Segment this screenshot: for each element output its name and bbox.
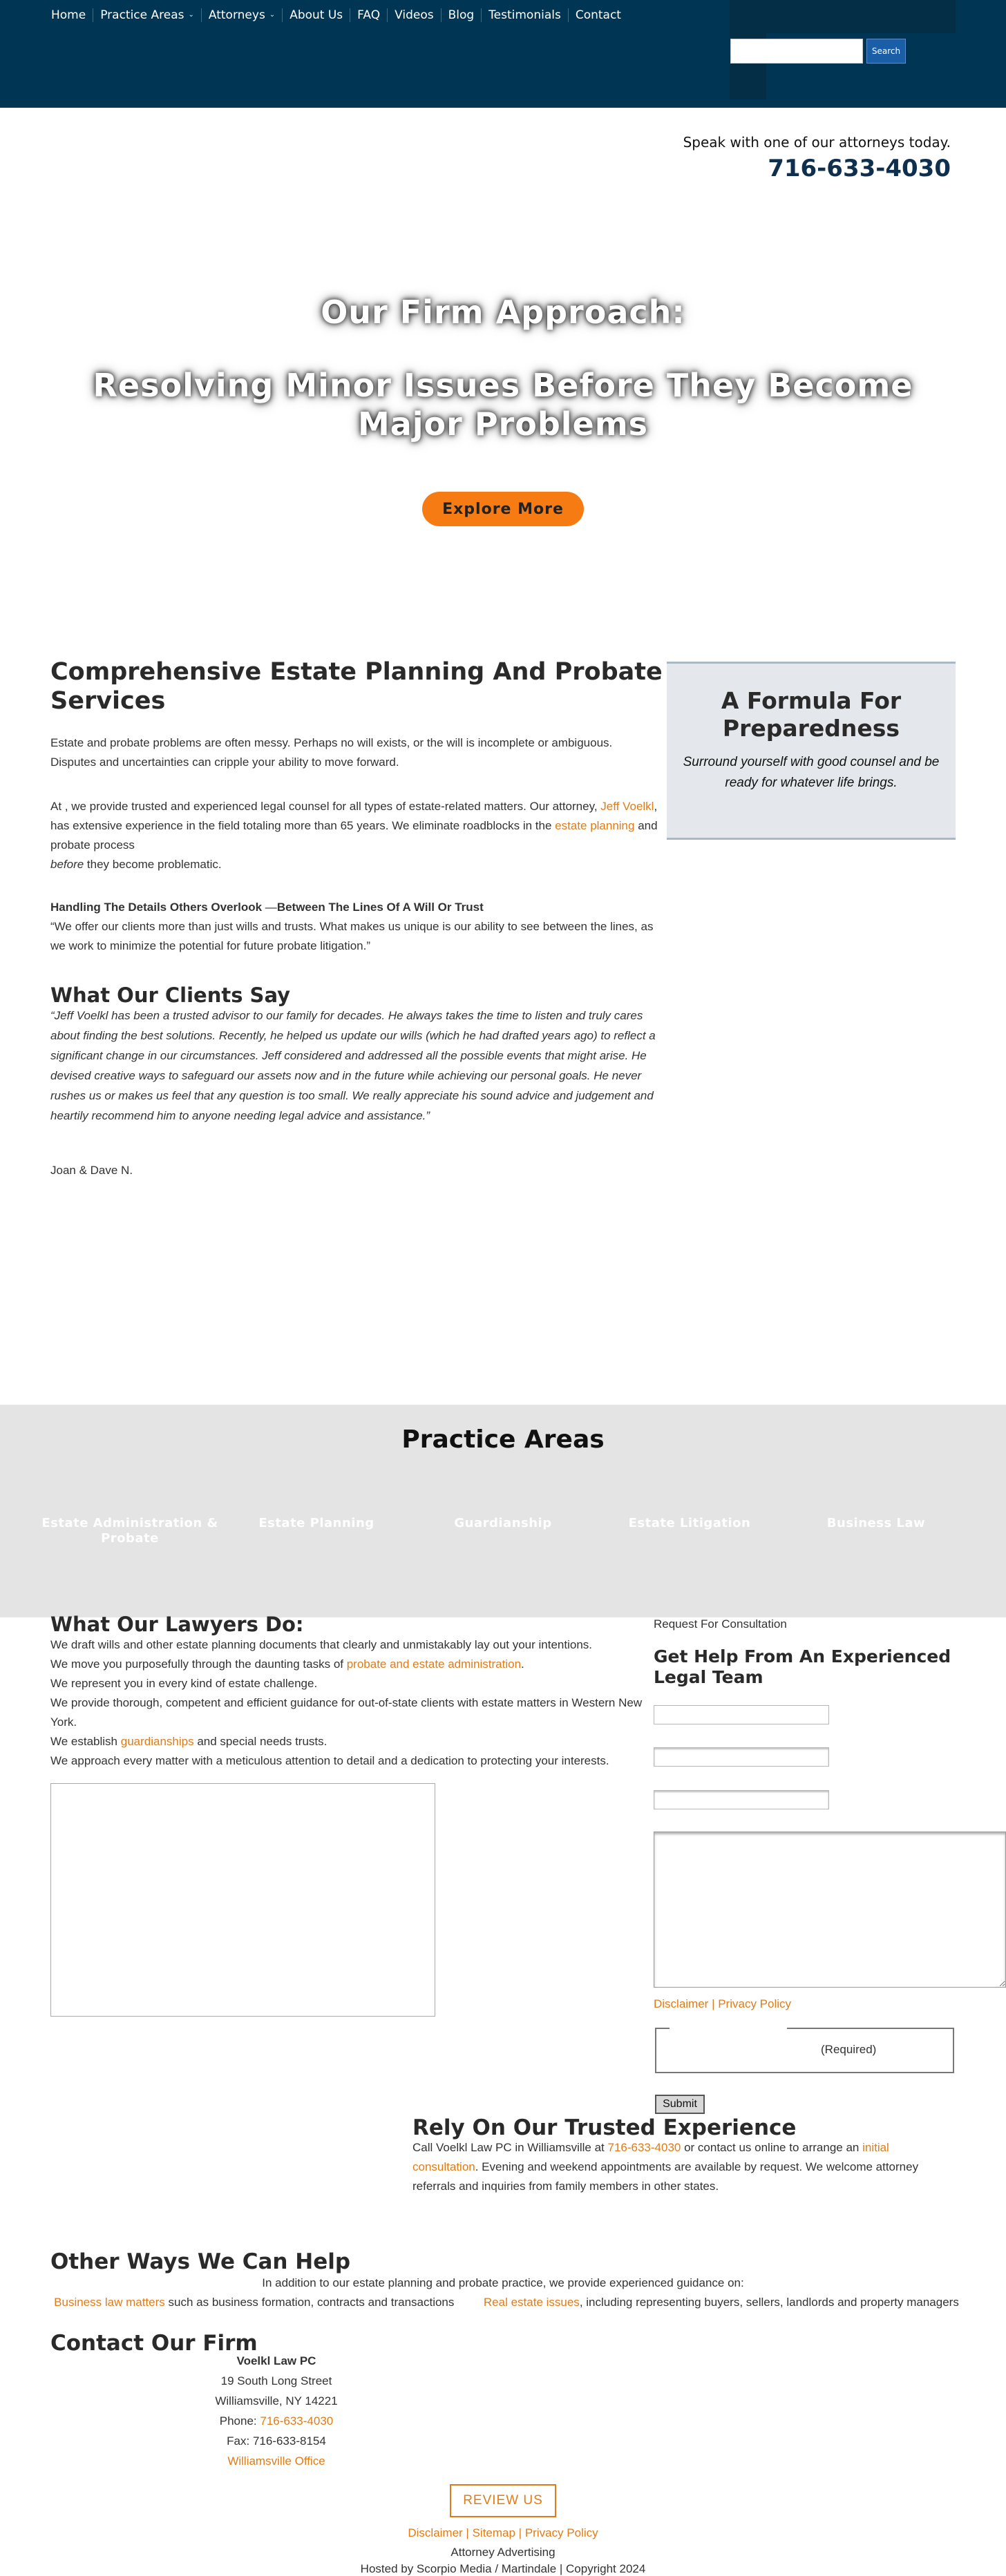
phone-line xyxy=(138,2411,415,2431)
practice-area-estate-planning[interactable]: Estate Planning xyxy=(258,1516,374,1530)
message-field[interactable] xyxy=(654,1832,1006,1988)
details-heading-2: Between The Lines Of A Will Or Trust xyxy=(276,901,484,914)
office-link[interactable]: Williamsville Office xyxy=(227,2454,325,2468)
text: — xyxy=(262,901,277,914)
nav-item-label: Blog xyxy=(448,8,475,22)
search-input[interactable] xyxy=(730,39,863,64)
text: We establish xyxy=(50,1735,121,1748)
business-law-link[interactable]: Business law matters xyxy=(54,2296,165,2309)
text: We move you purposefully through the daunting tasks of xyxy=(50,1657,347,1671)
estate-planning-link[interactable]: estate planning xyxy=(555,819,635,832)
guardianships-link[interactable]: guardianships xyxy=(120,1735,194,1748)
text: At , we provide trusted and experienced legal counsel for all types of estate-related matters. Our attorney, xyxy=(50,800,601,813)
footer-sitemap-link[interactable]: Sitemap xyxy=(472,2526,515,2539)
testimonial-author: Joan & Dave N. xyxy=(50,1164,133,1177)
text: such as business formation, contracts and transactions xyxy=(164,2296,455,2309)
fax-line: Fax: 716-633-8154 xyxy=(227,2434,326,2448)
header-phone-link[interactable]: 716-633-4030 xyxy=(768,155,951,182)
firm-name: Voelkl Law PC xyxy=(236,2354,316,2367)
nav-item-videos[interactable] xyxy=(388,8,442,22)
search-panel xyxy=(730,0,956,33)
jeff-voelkl-link[interactable]: Jeff Voelkl xyxy=(600,800,654,813)
testimonial-quote: “Jeff Voelkl has been a trusted advisor to our family for decades. He always takes the time to listen and truly cares about finding the best solutions. Recently, he helped us update our wills (which he had drafted years ago) to reflect a significant change in our circumstances. Jeff considered and addressed all the possible events that might arise. He devised creative ways to safeguard our assets now and in the future while achieving our personal goals. He never rushes us or makes us feel that any question is too small. We really appreciate his sound advice and judgement and heartily recommend him to anyone needing legal advice and assistance.” xyxy=(50,1009,656,1122)
nav-item-label: FAQ xyxy=(357,8,381,22)
text: or contact us online to arrange an xyxy=(681,2141,863,2154)
nav-item-attorneys[interactable] xyxy=(202,8,283,22)
practice-areas-title: Practice Areas xyxy=(401,1425,605,1454)
nav-item-home[interactable] xyxy=(44,8,93,22)
intro-paragraph: Estate and probate problems are often messy. Perhaps no will exists, or the will is incomplete or ambiguous. Disputes and uncertainties can cripple your ability to move forward. xyxy=(50,736,613,769)
rely-phone-link[interactable]: 716-633-4030 xyxy=(607,2141,681,2154)
details-heading: Handling The Details Others Overlook xyxy=(50,901,263,914)
details-paragraph xyxy=(50,898,658,956)
nav-item-contact[interactable] xyxy=(569,8,628,22)
page-title: Comprehensive Estate Planning And Probate Services xyxy=(50,658,663,715)
separator: | xyxy=(708,1997,719,2010)
privacy-link[interactable]: Privacy Policy xyxy=(718,1997,792,2010)
formula-text: Surround yourself with good counsel and be ready for whatever life brings. xyxy=(683,755,940,790)
text: . Evening and weekend appointments are available by request. We welcome attorney referrals and inquiries from family members in other states. xyxy=(412,2160,919,2193)
video-embed[interactable] xyxy=(50,1783,435,2017)
other-ways-list xyxy=(50,2293,962,2312)
rely-text xyxy=(412,2138,958,2196)
practice-area-estate-administration[interactable]: Estate Administration & Probate xyxy=(41,1516,218,1546)
separator: | xyxy=(462,2526,473,2539)
other-ways-intro: In addition to our estate planning and probate practice, we provide experienced guidance on: xyxy=(262,2276,744,2289)
separator: | xyxy=(515,2526,525,2539)
chevron-down-icon: ⌄ xyxy=(188,11,194,19)
city-address: Williamsville, NY 14221 xyxy=(215,2394,338,2407)
nav-item-label: About Us xyxy=(290,8,343,22)
lawyers-title: What Our Lawyers Do: xyxy=(50,1613,304,1636)
nav-item-label: Practice Areas xyxy=(100,8,184,22)
phone-field[interactable] xyxy=(654,1790,829,1809)
formula-box xyxy=(667,662,956,840)
list-item: We draft wills and other estate planning documents that clearly and unmistakably lay out your intentions. xyxy=(50,1638,593,1651)
rely-title: Rely On Our Trusted Experience xyxy=(412,2115,797,2140)
list-item: We represent you in every kind of estate challenge. xyxy=(50,1677,318,1690)
other-ways-title: Other Ways We Can Help xyxy=(50,2249,351,2274)
box-label-gap xyxy=(670,2028,787,2032)
email-field[interactable] xyxy=(654,1747,829,1767)
footer-links xyxy=(0,2526,1006,2540)
clients-title: What Our Clients Say xyxy=(50,983,291,1007)
practice-area-guardianship[interactable]: Guardianship xyxy=(454,1516,552,1530)
nav-item-label: Videos xyxy=(395,8,434,22)
contact-block xyxy=(138,2351,415,2471)
real-estate-link[interactable]: Real estate issues xyxy=(483,2296,580,2309)
text: they become problematic. xyxy=(84,858,222,871)
initial-consultation-link[interactable]: initial consultation xyxy=(412,2141,889,2173)
formula-title: A Formula For Preparedness xyxy=(721,687,902,742)
nav-item-practice-areas[interactable] xyxy=(93,8,202,22)
details-text: “We offer our clients more than just wills and trusts. What makes us unique is our ability to see between the lines, as we work to minimize the potential for future probate litigation.” xyxy=(50,920,654,952)
street-address: 19 South Long Street xyxy=(220,2374,332,2387)
footer-privacy-link[interactable]: Privacy Policy xyxy=(524,2526,598,2539)
list-item: We provide thorough, competent and efficient guidance for out-of-state clients with estate matters in Western New York. xyxy=(50,1696,643,1729)
search-button[interactable]: Search xyxy=(866,39,906,64)
footer-disclaimer-link[interactable]: Disclaimer xyxy=(408,2526,463,2539)
text: , including representing buyers, sellers, landlords and property managers xyxy=(579,2296,959,2309)
nav-item-label: Attorneys xyxy=(208,8,265,22)
hosted-by: Hosted by Scorpio Media / Martindale | Copyright 2024 xyxy=(360,2562,646,2575)
nav-item-about-us[interactable] xyxy=(283,8,350,22)
hero-title: Our Firm Approach: xyxy=(321,294,685,331)
disclaimer-link[interactable]: Disclaimer xyxy=(654,1997,709,2010)
list-item xyxy=(50,1732,658,1751)
speak-text: Speak with one of our attorneys today. xyxy=(683,134,951,151)
required-label: (Required) xyxy=(821,2043,877,2056)
request-consultation-label: Request For Consultation xyxy=(654,1617,787,1631)
acknowledgement-box[interactable] xyxy=(655,2028,954,2073)
nav-item-label: Testimonials xyxy=(488,8,561,22)
text: , has extensive experience in the field totaling more than 65 years. We eliminate roadblocks in the xyxy=(50,800,658,832)
nav-item-label: Contact xyxy=(575,8,621,22)
probate-link[interactable]: probate and estate administration xyxy=(346,1657,522,1671)
counsel-paragraph xyxy=(50,797,658,874)
practice-area-estate-litigation[interactable]: Estate Litigation xyxy=(628,1516,751,1530)
nav-item-faq[interactable] xyxy=(350,8,388,22)
attorney-advertising: Attorney Advertising xyxy=(450,2546,556,2559)
text: Call Voelkl Law PC in Williamsville at xyxy=(412,2141,608,2154)
nav-item-blog[interactable] xyxy=(442,8,482,22)
lawyers-list xyxy=(50,1635,658,1771)
main-nav xyxy=(44,6,628,25)
submit-button[interactable]: Submit xyxy=(655,2095,705,2114)
contact-phone-link[interactable]: 716-633-4030 xyxy=(260,2414,334,2428)
chevron-down-icon: ⌄ xyxy=(269,11,276,19)
review-us-button[interactable]: REVIEW US xyxy=(450,2484,556,2517)
speak-with-attorney xyxy=(683,134,951,182)
text: before xyxy=(50,858,84,871)
practice-area-business-law[interactable]: Business Law xyxy=(826,1516,926,1530)
text: and special needs trusts. xyxy=(193,1735,328,1748)
text: and probate process xyxy=(50,819,658,852)
form-title: Get Help From An Experienced Legal Team xyxy=(654,1646,951,1687)
hero-subtitle: Resolving Minor Issues Before They Become Major Problems xyxy=(93,367,913,443)
nav-item-label: Home xyxy=(51,8,86,22)
contact-title: Contact Our Firm xyxy=(50,2331,258,2356)
form-disclaimer-links xyxy=(654,1997,791,2011)
text: . xyxy=(521,1657,524,1671)
phone-label: Phone: xyxy=(219,2414,260,2428)
list-item xyxy=(50,1655,658,1674)
list-item: We approach every matter with a meticulous attention to detail and a dedication to protecting your interests. xyxy=(50,1754,609,1767)
nav-item-testimonials[interactable] xyxy=(482,8,569,22)
explore-more-button[interactable]: Explore More xyxy=(422,492,584,526)
name-field[interactable] xyxy=(654,1705,829,1724)
